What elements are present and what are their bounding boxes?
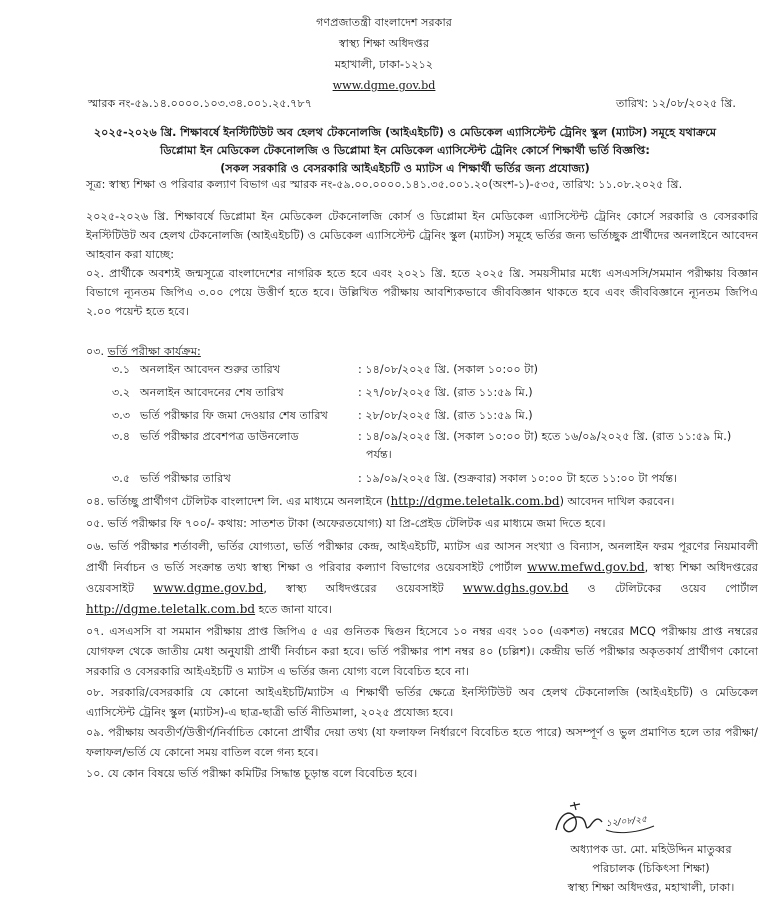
item-text: সরকারি/বেসরকারি যে কোনো আইএইচটি/ম্যাটস এ শিক্ষার্থী ভর্তির ক্ষেত্রে ইনস্টিটিউট অব হেলথ টেকনোলজি (আইএইচটি) ও মেডিকেল এ্যাসিস্টেন্ট ট্রেনিং স্কুল (ম্যাটস)-এ ছাত্র-ছাত্রী ভর্তি নীতিমালা, ২০২৫ প্রযোজ্য হবে। [86, 686, 758, 719]
schedule-value: : ১৪/০৯/২০২৫ খ্রি. (সকাল ১০:০০ টা) হতে ১৬/০৯/২০২৫ খ্রি. (রাত ১১:৫৯ মি.) [358, 430, 732, 443]
schedule-row-cont [112, 447, 752, 465]
memo-reference: স্মারক নং-৫৯.১৪.০০০০.১০৩.৩৪.০০১.২৫.৭৮৭ [88, 97, 312, 110]
item-number: ০৩. [86, 345, 105, 358]
schedule-key: ৩.৫ [112, 472, 131, 485]
item-07 [86, 622, 758, 682]
schedule-row [112, 362, 752, 380]
department-name: স্বাস্থ্য শিক্ষা অধিদপ্তর [338, 37, 430, 50]
title-line-1: ২০২৫-২০২৬ খ্রি. শিক্ষাবর্ষে ইনস্টিটিউট অব হেলথ টেকনোলজি (আইএইচটি) ও মেডিকেল এ্যাসিস্টেন্ট ট্রেনিং স্কুল (ম্যাটস) সমূহে যথাক্রমে [93, 126, 717, 139]
title-line-3: (সকল সরকারি ও বেসরকারি আইএইচটি ও ম্যাটস এ শিক্ষার্থী ভর্তির জন্য প্রযোজ্য) [220, 162, 590, 175]
item-text: ভর্তি পরীক্ষার ফি ৭০০/- কথায়: সাতশত টাকা (অফেরতযোগ্য) যা প্রি-প্রেইড টেলিটক এর মাধ্যমে জমা দিতে হবে। [107, 517, 606, 530]
item-number: ০৮. [86, 686, 105, 699]
teletalk-link[interactable]: http://dgme.teletalk.com.bd [390, 494, 560, 508]
item-04 [86, 492, 758, 511]
item-text: ও টেলিটকের ওয়েব পোর্টাল [587, 582, 759, 595]
item-09 [86, 723, 758, 763]
item-text: ভর্তি পরীক্ষার শর্তাবলী, ভর্তির যোগ্যতা, ভর্তি পরীক্ষার কেন্দ্র, আইএইচটি, ম্যাটস এর আসন সংখ্যা ও বিন্যাস, অনলাইন ফরম পূরণের নিয়মাবলী প্রার্থী নির্বাচন ও ভর্তি সংক্রান্ত তথ্য স্বাস্থ্য শিক্ষা ও পরিবার কল্যাণ বিভাগের ওয়েবসাইট পোর্টাল [86, 540, 758, 574]
website-link[interactable]: www.dgme.gov.bd [332, 79, 436, 92]
intro-paragraph: ২০২৫-২০২৬ খ্রি. শিক্ষাবর্ষে ডিপ্লোমা ইন মেডিকেল টেকনোলজি কোর্স ও ডিপ্লোমা ইন মেডিকেল এ্যাসিস্টেন্ট ট্রেনিং কোর্সে সরকারি ও বেসরকারি ইনস্টিটিউট অব হেলথ টেকনোলজি (আইএইচটি) ও মেডিকেল এ্যাসিস্টেন্ট ট্রেনিং স্কুল (ম্যাটস) সমূহে ভর্তির জন্য ভর্তিচ্ছুক প্রার্থীদের অনলাইনে আবেদন আহবান করা যাচ্ছে: [86, 210, 758, 261]
signature-date: ১২/০৮/২৫ [605, 814, 648, 830]
schedule-value: : ২৮/০৮/২০২৫ খ্রি. (রাত ১১:৫৯ মি.) [358, 409, 533, 422]
dghs-link[interactable]: www.dghs.gov.bd [462, 581, 569, 595]
item-heading: ভর্তি পরীক্ষা কার্যক্রম: [107, 345, 201, 358]
schedule-row [112, 385, 752, 403]
schedule-row [112, 471, 752, 489]
schedule-value: : ১৯/০৯/২০২৫ খ্রি. (শুক্রবার) সকাল ১০:০০ টা হতে ১১:০০ টা পর্যন্ত। [358, 472, 678, 485]
item-03-heading [86, 342, 758, 361]
schedule-key: ৩.১ [112, 363, 131, 376]
item-text: পরীক্ষায় অবতীর্ণ/উত্তীর্ণ/নির্বাচিত কোনো প্রার্থীর দেয়া তথ্য (যা ফলাফল নির্ধারণে বিবেচিত হতে পারে) অসম্পূর্ণ ও ভুল প্রমাণিত হলে তার পরীক্ষা/ফলাফল/ভর্তি যে কোনো সময় বাতিল বলে গন্য হবে। [86, 726, 758, 759]
item-text: ) আবেদন দাখিল করবেন। [559, 495, 675, 508]
item-number: ০৯. [86, 726, 105, 739]
item-number: ০২. [86, 267, 105, 280]
item-text: যে কোন বিষয়ে ভর্তি পরীক্ষা কমিটির সিদ্ধান্ত চূড়ান্ত বলে বিবেচিত হবে। [107, 767, 418, 780]
source-reference: সূত্র: স্বাস্থ্য শিক্ষা ও পরিবার কল্যাণ বিভাগ এর স্মারক নং-৫৯.০০.০০০০.১৪১.৩৫.০০১.২০(অংশ-১)-৫৩৫, তারিখ: ১১.০৮.২০২৫ খ্রি. [86, 178, 683, 191]
item-02 [86, 264, 758, 321]
schedule-label: ভর্তি পরীক্ষার ফি জমা দেওয়ার শেষ তারিখ [140, 409, 328, 422]
signatory-office: স্বাস্থ্য শিক্ষা অধিদপ্তর, মহাখালী, ঢাকা। [567, 881, 735, 894]
item-08 [86, 683, 758, 723]
signatory-designation: পরিচালক (চিকিৎসা শিক্ষা) [592, 862, 710, 875]
notice-title [60, 124, 750, 178]
item-06 [86, 536, 758, 620]
schedule-key: ৩.৩ [112, 409, 131, 422]
item-number: ০৪. [86, 495, 105, 508]
item-text: , স্বাস্থ্য অধিদপ্তরের ওয়েবসাইট [263, 582, 444, 595]
item-number: ০৭. [86, 625, 105, 638]
government-name: গণপ্রজাতন্ত্রী বাংলাদেশ সরকার [316, 16, 452, 29]
item-number: ০৫. [86, 517, 105, 530]
item-number: ১০. [86, 767, 105, 780]
item-05 [86, 514, 758, 533]
item-text: , স্বাস্থ্য শিক্ষা অধিদপ্তরের ওয়েবসাইট [86, 561, 759, 595]
schedule-key: ৩.২ [112, 386, 131, 399]
dgme-link[interactable]: www.dgme.gov.bd [153, 581, 264, 595]
office-address: মহাখালী, ঢাকা-১২১২ [334, 58, 434, 71]
item-number: ০৬. [86, 540, 105, 553]
schedule-row [112, 429, 752, 447]
letterhead [0, 12, 768, 96]
title-line-2: ডিপ্লোমা ইন মেডিকেল টেকনোলজি ও ডিপ্লোমা ইন মেডিকেল এ্যাসিস্টেন্ট ট্রেনিং কোর্সে শিক্ষার্থী ভর্তি বিজ্ঞপ্তি: [160, 144, 650, 157]
schedule-key: ৩.৪ [112, 430, 131, 443]
signatory-name: অধ্যাপক ডা. মো. মহিউদ্দিন মাতুব্বর [570, 843, 732, 856]
schedule-row [112, 408, 752, 426]
memo-date: তারিখ: ১২/০৮/২০২৫ খ্রি. [616, 97, 736, 110]
item-text: হতে জানা যাবে। [258, 603, 333, 616]
schedule-value: : ১৪/০৮/২০২৫ খ্রি. (সকাল ১০:০০ টা) [358, 363, 539, 376]
schedule-label: অনলাইন আবেদনের শেষ তারিখ [140, 386, 284, 399]
item-text: প্রার্থীকে অবশ্যই জন্মসূত্রে বাংলাদেশের নাগরিক হতে হবে এবং ২০২১ খ্রি. হতে ২০২৫ খ্রি. সময়সীমার মধ্যে এসএসসি/সমমান পরীক্ষায় বিজ্ঞান বিভাগে ন্যূনতম জিপিএ ৩.০০ পেয়ে উত্তীর্ণ হতে হবে। উল্লিখিত পরীক্ষায় আবশ্যিকভাবে জীববিজ্ঞান থাকতে হবে এবং জীববিজ্ঞানে ন্যূনতম জিপিএ ২.০০ পয়েন্ট হতে হবে। [86, 267, 758, 318]
schedule-value: : ২৭/০৮/২০২৫ খ্রি. (রাত ১১:৫৯ মি.) [358, 386, 533, 399]
signatory-block [546, 840, 756, 897]
schedule-label: ভর্তি পরীক্ষার তারিখ [140, 472, 231, 485]
teletalk-portal-link[interactable]: http://dgme.teletalk.com.bd [86, 602, 256, 616]
schedule-label: ভর্তি পরীক্ষার প্রবেশপত্র ডাউনলোড [140, 430, 299, 443]
schedule-table [112, 362, 752, 489]
mefwd-link[interactable]: www.mefwd.gov.bd [527, 560, 645, 574]
item-10 [86, 764, 758, 783]
item-text: ভর্তিচ্ছু প্রার্থীগণ টেলিটক বাংলাদেশ লি. এর মাধ্যমে অনলাইনে ( [107, 495, 391, 508]
schedule-label: অনলাইন আবেদন শুরুর তারিখ [140, 363, 281, 376]
item-text: এসএসসি বা সমমান পরীক্ষায় প্রাপ্ত জিপিএ ৫ এর গুনিতক দ্বিগুন হিসেবে ১০ নম্বর এবং ১০০ (একশত) নম্বরের MCQ পরীক্ষায় প্রাপ্ত নম্বরের যোগফল থেকে জাতীয় মেধা অনুযায়ী প্রার্থী নির্বাচন করা হবে। ভর্তি পরীক্ষার পাশ নম্বর ৪০ (চল্লিশ)। কেন্দ্রীয় ভর্তি পরীক্ষার অকৃতকার্য প্রার্থীগণ কোনো সরকারি ও বেসরকারি আইএইচটি ও ম্যাটস এ ভর্তির জন্য যোগ্য বলে বিবেচিত হবে না। [86, 625, 758, 678]
schedule-value-cont: পর্যন্ত। [366, 448, 392, 461]
